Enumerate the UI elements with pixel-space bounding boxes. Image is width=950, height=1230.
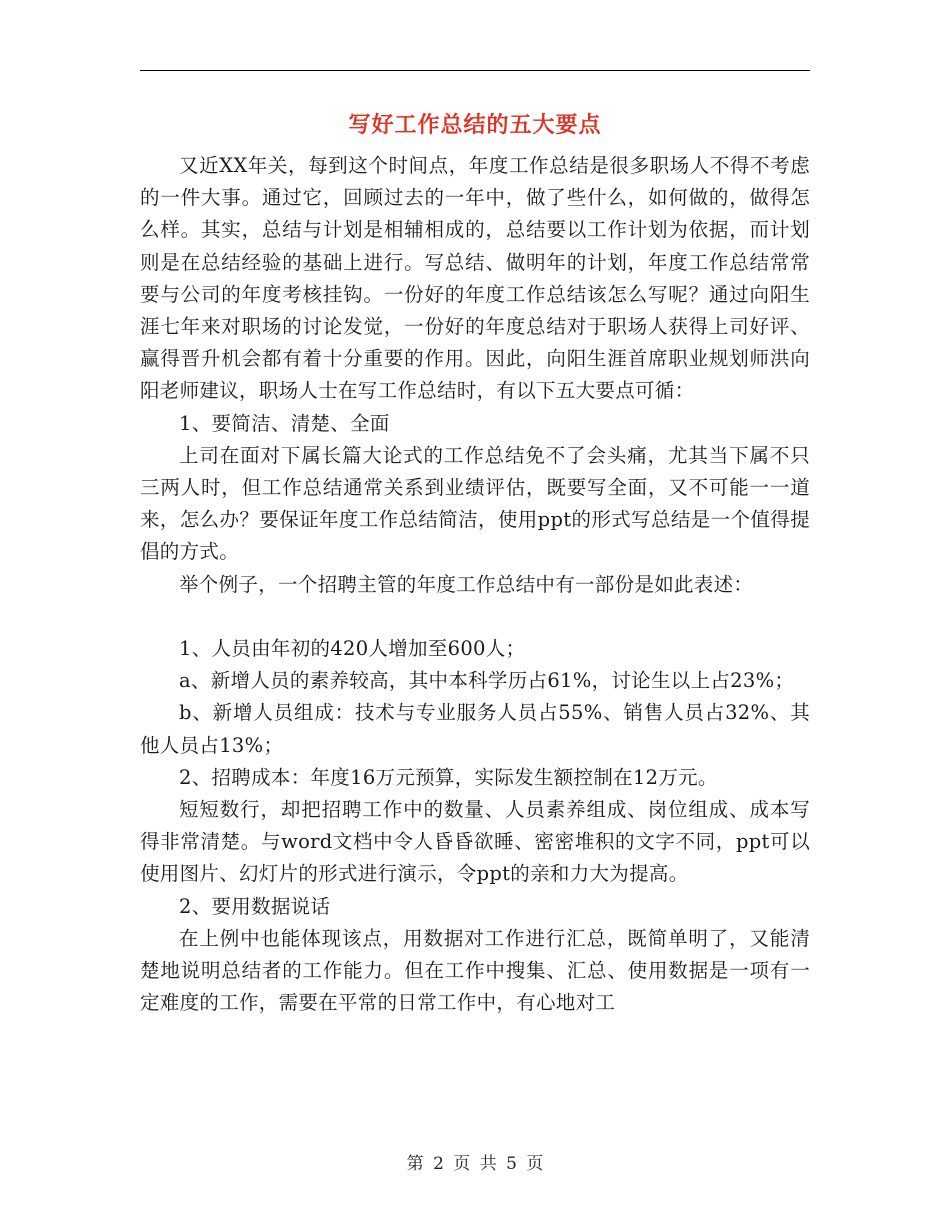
body-paragraph: 在上例中也能体现该点，用数据对工作进行汇总，既简单明了，又能清楚地说明总结者的工作能力。但在工作中搜集、汇总、使用数据是一项有一定难度的工作，需要在平常的日常工作中，有心地对工 <box>140 926 810 1015</box>
document-body <box>140 150 810 1019</box>
list-item: 1、人员由年初的420人增加至600人； <box>179 637 526 661</box>
document-title: 写好工作总结的五大要点 <box>348 112 602 138</box>
blank-line <box>140 601 810 633</box>
page-number-footer: 第 2 页 共 5 页 <box>406 1154 544 1174</box>
body-paragraph: 短短数行，却把招聘工作中的数量、人员素养组成、岗位组成、成本写得非常清楚。与word文档中令人昏昏欲睡、密密堆积的文字不同，ppt可以使用图片、幻灯片的形式进行演示，令ppt的亲和力大为提高。 <box>140 798 810 886</box>
intro-paragraph: 又近XX年关，每到这个时间点，年度工作总结是很多职场人不得不考虑的一件大事。通过它，回顾过去的一年中，做了些什么，如何做的，做得怎么样。其实，总结与计划是相辅相成的，总结要以工作计划为依据，而计划则是在总结经验的基础上进行。写总结、做明年的计划，年度工作总结常常要与公司的年度考核挂钩。一份好的年度工作总结该怎么写呢？通过向阳生涯七年来对职场的讨论发觉，一份好的年度总结对于职场人获得上司好评、赢得晋升机会都有着十分重要的作用。因此，向阳生涯首席职业规划师洪向阳老师建议，职场人士在写工作总结时，有以下五大要点可循： <box>140 154 810 403</box>
body-paragraph: 举个例子，一个招聘主管的年度工作总结中有一部份是如此表述： <box>179 572 754 596</box>
list-item: b、新增人员组成：技术与专业服务人员占55%、销售人员占32%、其他人员占13%； <box>140 701 810 757</box>
section-heading-2: 2、要用数据说话 <box>179 894 331 918</box>
header-rule <box>140 70 810 71</box>
list-item: 2、招聘成本：年度16万元预算，实际发生额控制在12万元。 <box>179 765 718 789</box>
section-heading-1: 1、要简洁、清楚、全面 <box>179 411 390 435</box>
list-item: a、新增人员的素养较高，其中本科学历占61%，讨论生以上占23%； <box>179 669 795 693</box>
body-paragraph: 上司在面对下属长篇大论式的工作总结免不了会头痛，尤其当下属不只三两人时，但工作总结通常关系到业绩评估，既要写全面，又不可能一一道来，怎么办？要保证年度工作总结简洁，使用ppt的形式写总结是一个值得提倡的方式。 <box>140 443 810 564</box>
